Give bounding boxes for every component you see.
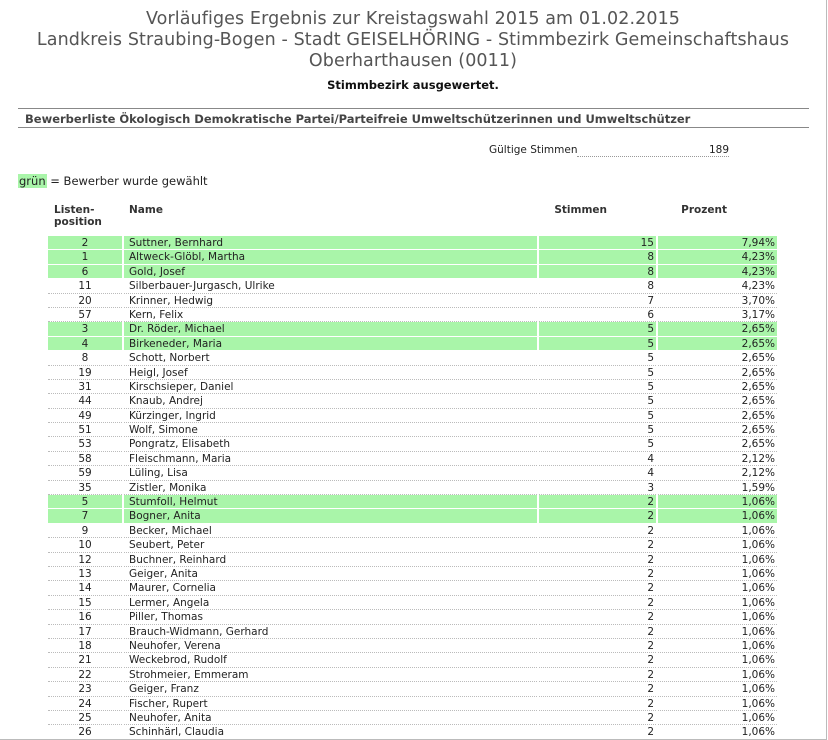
table-row [48, 639, 775, 653]
page-title [0, 9, 826, 72]
table-row [48, 380, 775, 394]
cell-name: Birkeneder, Maria [124, 337, 537, 351]
table-row [48, 682, 775, 696]
cell-votes: 5 [539, 437, 656, 451]
cell-percent: 2,65% [658, 394, 777, 408]
cell-name: Zistler, Monika [124, 481, 537, 495]
table-row [48, 265, 775, 279]
cell-percent: 1,06% [658, 581, 777, 595]
table-row [48, 581, 775, 595]
cell-name: Krinner, Hedwig [124, 294, 537, 308]
cell-name: Neuhofer, Verena [124, 639, 537, 653]
cell-votes: 5 [539, 351, 656, 365]
cell-percent: 2,65% [658, 322, 777, 336]
cell-percent: 2,12% [658, 466, 777, 480]
header-name: Name [129, 204, 163, 216]
cell-position: 20 [48, 294, 122, 308]
cell-percent: 1,06% [658, 711, 777, 725]
title-line-2: Landkreis Straubing-Bogen - Stadt GEISELHÖRING - Stimmbezirk Gemeinschaftshaus [36, 30, 790, 50]
cell-position: 10 [48, 538, 122, 552]
cell-position: 23 [48, 682, 122, 696]
cell-name: Suttner, Bernhard [124, 236, 537, 250]
table-row [48, 524, 775, 538]
cell-votes: 5 [539, 380, 656, 394]
cell-votes: 2 [539, 682, 656, 696]
cell-votes: 2 [539, 524, 656, 538]
cell-name: Stumfoll, Helmut [124, 495, 537, 509]
table-row [48, 337, 775, 351]
legend [18, 174, 208, 188]
table-row [48, 236, 775, 250]
cell-name: Neuhofer, Anita [124, 711, 537, 725]
header-position-line-1: Listen- [54, 204, 95, 216]
cell-votes: 5 [539, 409, 656, 423]
cell-votes: 8 [539, 250, 656, 264]
cell-position: 4 [48, 337, 122, 351]
table-row [48, 394, 775, 408]
cell-votes: 5 [539, 322, 656, 336]
cell-position: 59 [48, 466, 122, 480]
cell-position: 3 [48, 322, 122, 336]
cell-name: Dr. Röder, Michael [124, 322, 537, 336]
cell-position: 35 [48, 481, 122, 495]
cell-votes: 2 [539, 610, 656, 624]
cell-position: 25 [48, 711, 122, 725]
legend-text: = Bewerber wurde gewählt [46, 174, 208, 188]
section-title: Bewerberliste Ökologisch Demokratische Partei/Parteifreie Umweltschützerinnen und Umweltschützer [18, 108, 809, 128]
cell-name: Wolf, Simone [124, 423, 537, 437]
cell-votes: 2 [539, 596, 656, 610]
cell-position: 49 [48, 409, 122, 423]
cell-position: 58 [48, 452, 122, 466]
cell-percent: 2,12% [658, 452, 777, 466]
cell-name: Lermer, Angela [124, 596, 537, 610]
cell-name: Brauch-Widmann, Gerhard [124, 625, 537, 639]
header-position [54, 204, 102, 228]
cell-name: Geiger, Franz [124, 682, 537, 696]
cell-name: Heigl, Josef [124, 366, 537, 380]
cell-name: Altweck-Glöbl, Martha [124, 250, 537, 264]
cell-position: 16 [48, 610, 122, 624]
table-row [48, 294, 775, 308]
cell-percent: 1,06% [658, 567, 777, 581]
table-row [48, 596, 775, 610]
cell-percent: 1,06% [658, 697, 777, 711]
cell-percent: 1,06% [658, 524, 777, 538]
cell-votes: 2 [539, 495, 656, 509]
cell-name: Weckebrod, Rudolf [124, 653, 537, 667]
cell-votes: 5 [539, 337, 656, 351]
cell-percent: 7,94% [658, 236, 777, 250]
table-row [48, 437, 775, 451]
cell-percent: 1,06% [658, 509, 777, 523]
cell-position: 31 [48, 380, 122, 394]
cell-percent: 1,06% [658, 653, 777, 667]
cell-votes: 2 [539, 725, 656, 739]
table-row [48, 725, 775, 739]
cell-percent: 1,06% [658, 495, 777, 509]
cell-position: 24 [48, 697, 122, 711]
cell-position: 22 [48, 668, 122, 682]
cell-percent: 2,65% [658, 380, 777, 394]
cell-percent: 2,65% [658, 351, 777, 365]
table-row [48, 610, 775, 624]
cell-votes: 5 [539, 366, 656, 380]
cell-name: Kern, Felix [124, 308, 537, 322]
cell-votes: 7 [539, 294, 656, 308]
cell-position: 15 [48, 596, 122, 610]
cell-name: Maurer, Cornelia [124, 581, 537, 595]
table-row [48, 351, 775, 365]
status-text: Stimmbezirk ausgewertet. [327, 78, 499, 92]
cell-percent: 1,06% [658, 610, 777, 624]
cell-name: Schinhärl, Claudia [124, 725, 537, 739]
cell-position: 12 [48, 553, 122, 567]
table-row [48, 409, 775, 423]
cell-percent: 1,06% [658, 553, 777, 567]
cell-votes: 2 [539, 711, 656, 725]
legend-color-word: grün [19, 174, 46, 188]
valid-votes-label: Gültige Stimmen [489, 144, 578, 156]
cell-votes: 2 [539, 538, 656, 552]
cell-votes: 2 [539, 509, 656, 523]
cell-position: 7 [48, 509, 122, 523]
cell-votes: 2 [539, 553, 656, 567]
cell-percent: 2,65% [658, 337, 777, 351]
table-row [48, 625, 775, 639]
cell-position: 53 [48, 437, 122, 451]
cell-percent: 1,06% [658, 596, 777, 610]
cell-votes: 2 [539, 581, 656, 595]
table-row [48, 711, 775, 725]
cell-votes: 2 [539, 668, 656, 682]
cell-name: Schott, Norbert [124, 351, 537, 365]
table-row [48, 495, 775, 509]
cell-name: Lüling, Lisa [124, 466, 537, 480]
cell-position: 21 [48, 653, 122, 667]
table-row [48, 452, 775, 466]
cell-position: 8 [48, 351, 122, 365]
table-row [48, 567, 775, 581]
cell-name: Piller, Thomas [124, 610, 537, 624]
table-row [48, 423, 775, 437]
header-percent: Prozent [681, 204, 727, 216]
cell-position: 57 [48, 308, 122, 322]
cell-votes: 4 [539, 452, 656, 466]
table-header [48, 204, 729, 232]
cell-votes: 2 [539, 625, 656, 639]
cell-votes: 4 [539, 466, 656, 480]
cell-percent: 1,06% [658, 668, 777, 682]
table-row [48, 538, 775, 552]
cell-position: 44 [48, 394, 122, 408]
cell-name: Kürzinger, Ingrid [124, 409, 537, 423]
table-row [48, 466, 775, 480]
cell-position: 2 [48, 236, 122, 250]
cell-percent: 1,06% [658, 639, 777, 653]
cell-position: 51 [48, 423, 122, 437]
cell-percent: 2,65% [658, 366, 777, 380]
header-position-line-2: position [54, 216, 102, 228]
cell-name: Strohmeier, Emmeram [124, 668, 537, 682]
cell-percent: 1,06% [658, 725, 777, 739]
cell-position: 18 [48, 639, 122, 653]
cell-percent: 3,70% [658, 294, 777, 308]
cell-name: Pongratz, Elisabeth [124, 437, 537, 451]
table-row [48, 250, 775, 264]
table-row [48, 481, 775, 495]
valid-votes-value: 189 [708, 144, 729, 156]
cell-votes: 6 [539, 308, 656, 322]
cell-name: Becker, Michael [124, 524, 537, 538]
cell-percent: 3,17% [658, 308, 777, 322]
cell-percent: 1,06% [658, 538, 777, 552]
candidate-table [48, 236, 775, 740]
cell-name: Buchner, Reinhard [124, 553, 537, 567]
title-line-1: Vorläufiges Ergebnis zur Kreistagswahl 2015 am 01.02.2015 [145, 9, 681, 29]
cell-position: 9 [48, 524, 122, 538]
table-row [48, 366, 775, 380]
table-row [48, 697, 775, 711]
cell-position: 11 [48, 279, 122, 293]
cell-votes: 5 [539, 394, 656, 408]
cell-percent: 4,23% [658, 250, 777, 264]
cell-position: 19 [48, 366, 122, 380]
cell-position: 1 [48, 250, 122, 264]
cell-name: Seubert, Peter [124, 538, 537, 552]
cell-position: 14 [48, 581, 122, 595]
cell-name: Gold, Josef [124, 265, 537, 279]
cell-percent: 2,65% [658, 437, 777, 451]
cell-position: 26 [48, 725, 122, 739]
cell-position: 6 [48, 265, 122, 279]
table-row [48, 668, 775, 682]
cell-name: Fleischmann, Maria [124, 452, 537, 466]
cell-percent: 1,06% [658, 682, 777, 696]
cell-name: Silberbauer-Jurgasch, Ulrike [124, 279, 537, 293]
cell-percent: 4,23% [658, 279, 777, 293]
cell-votes: 8 [539, 265, 656, 279]
cell-percent: 1,59% [658, 481, 777, 495]
cell-name: Kirschsieper, Daniel [124, 380, 537, 394]
cell-votes: 3 [539, 481, 656, 495]
cell-votes: 15 [539, 236, 656, 250]
table-row [48, 279, 775, 293]
cell-percent: 1,06% [658, 625, 777, 639]
cell-votes: 2 [539, 639, 656, 653]
table-row [48, 653, 775, 667]
table-row [48, 308, 775, 322]
cell-votes: 2 [539, 697, 656, 711]
cell-name: Fischer, Rupert [124, 697, 537, 711]
table-row [48, 509, 775, 523]
valid-votes [489, 144, 729, 158]
cell-votes: 2 [539, 653, 656, 667]
cell-percent: 2,65% [658, 409, 777, 423]
cell-name: Knaub, Andrej [124, 394, 537, 408]
header-votes: Stimmen [554, 204, 607, 216]
cell-name: Geiger, Anita [124, 567, 537, 581]
cell-name: Bogner, Anita [124, 509, 537, 523]
table-row [48, 322, 775, 336]
cell-votes: 8 [539, 279, 656, 293]
cell-votes: 2 [539, 567, 656, 581]
cell-votes: 5 [539, 423, 656, 437]
valid-votes-dots [577, 156, 729, 157]
title-line-3: Oberharthausen (0011) [308, 51, 518, 71]
cell-percent: 4,23% [658, 265, 777, 279]
cell-position: 17 [48, 625, 122, 639]
cell-position: 5 [48, 495, 122, 509]
cell-percent: 2,65% [658, 423, 777, 437]
cell-position: 13 [48, 567, 122, 581]
table-row [48, 553, 775, 567]
